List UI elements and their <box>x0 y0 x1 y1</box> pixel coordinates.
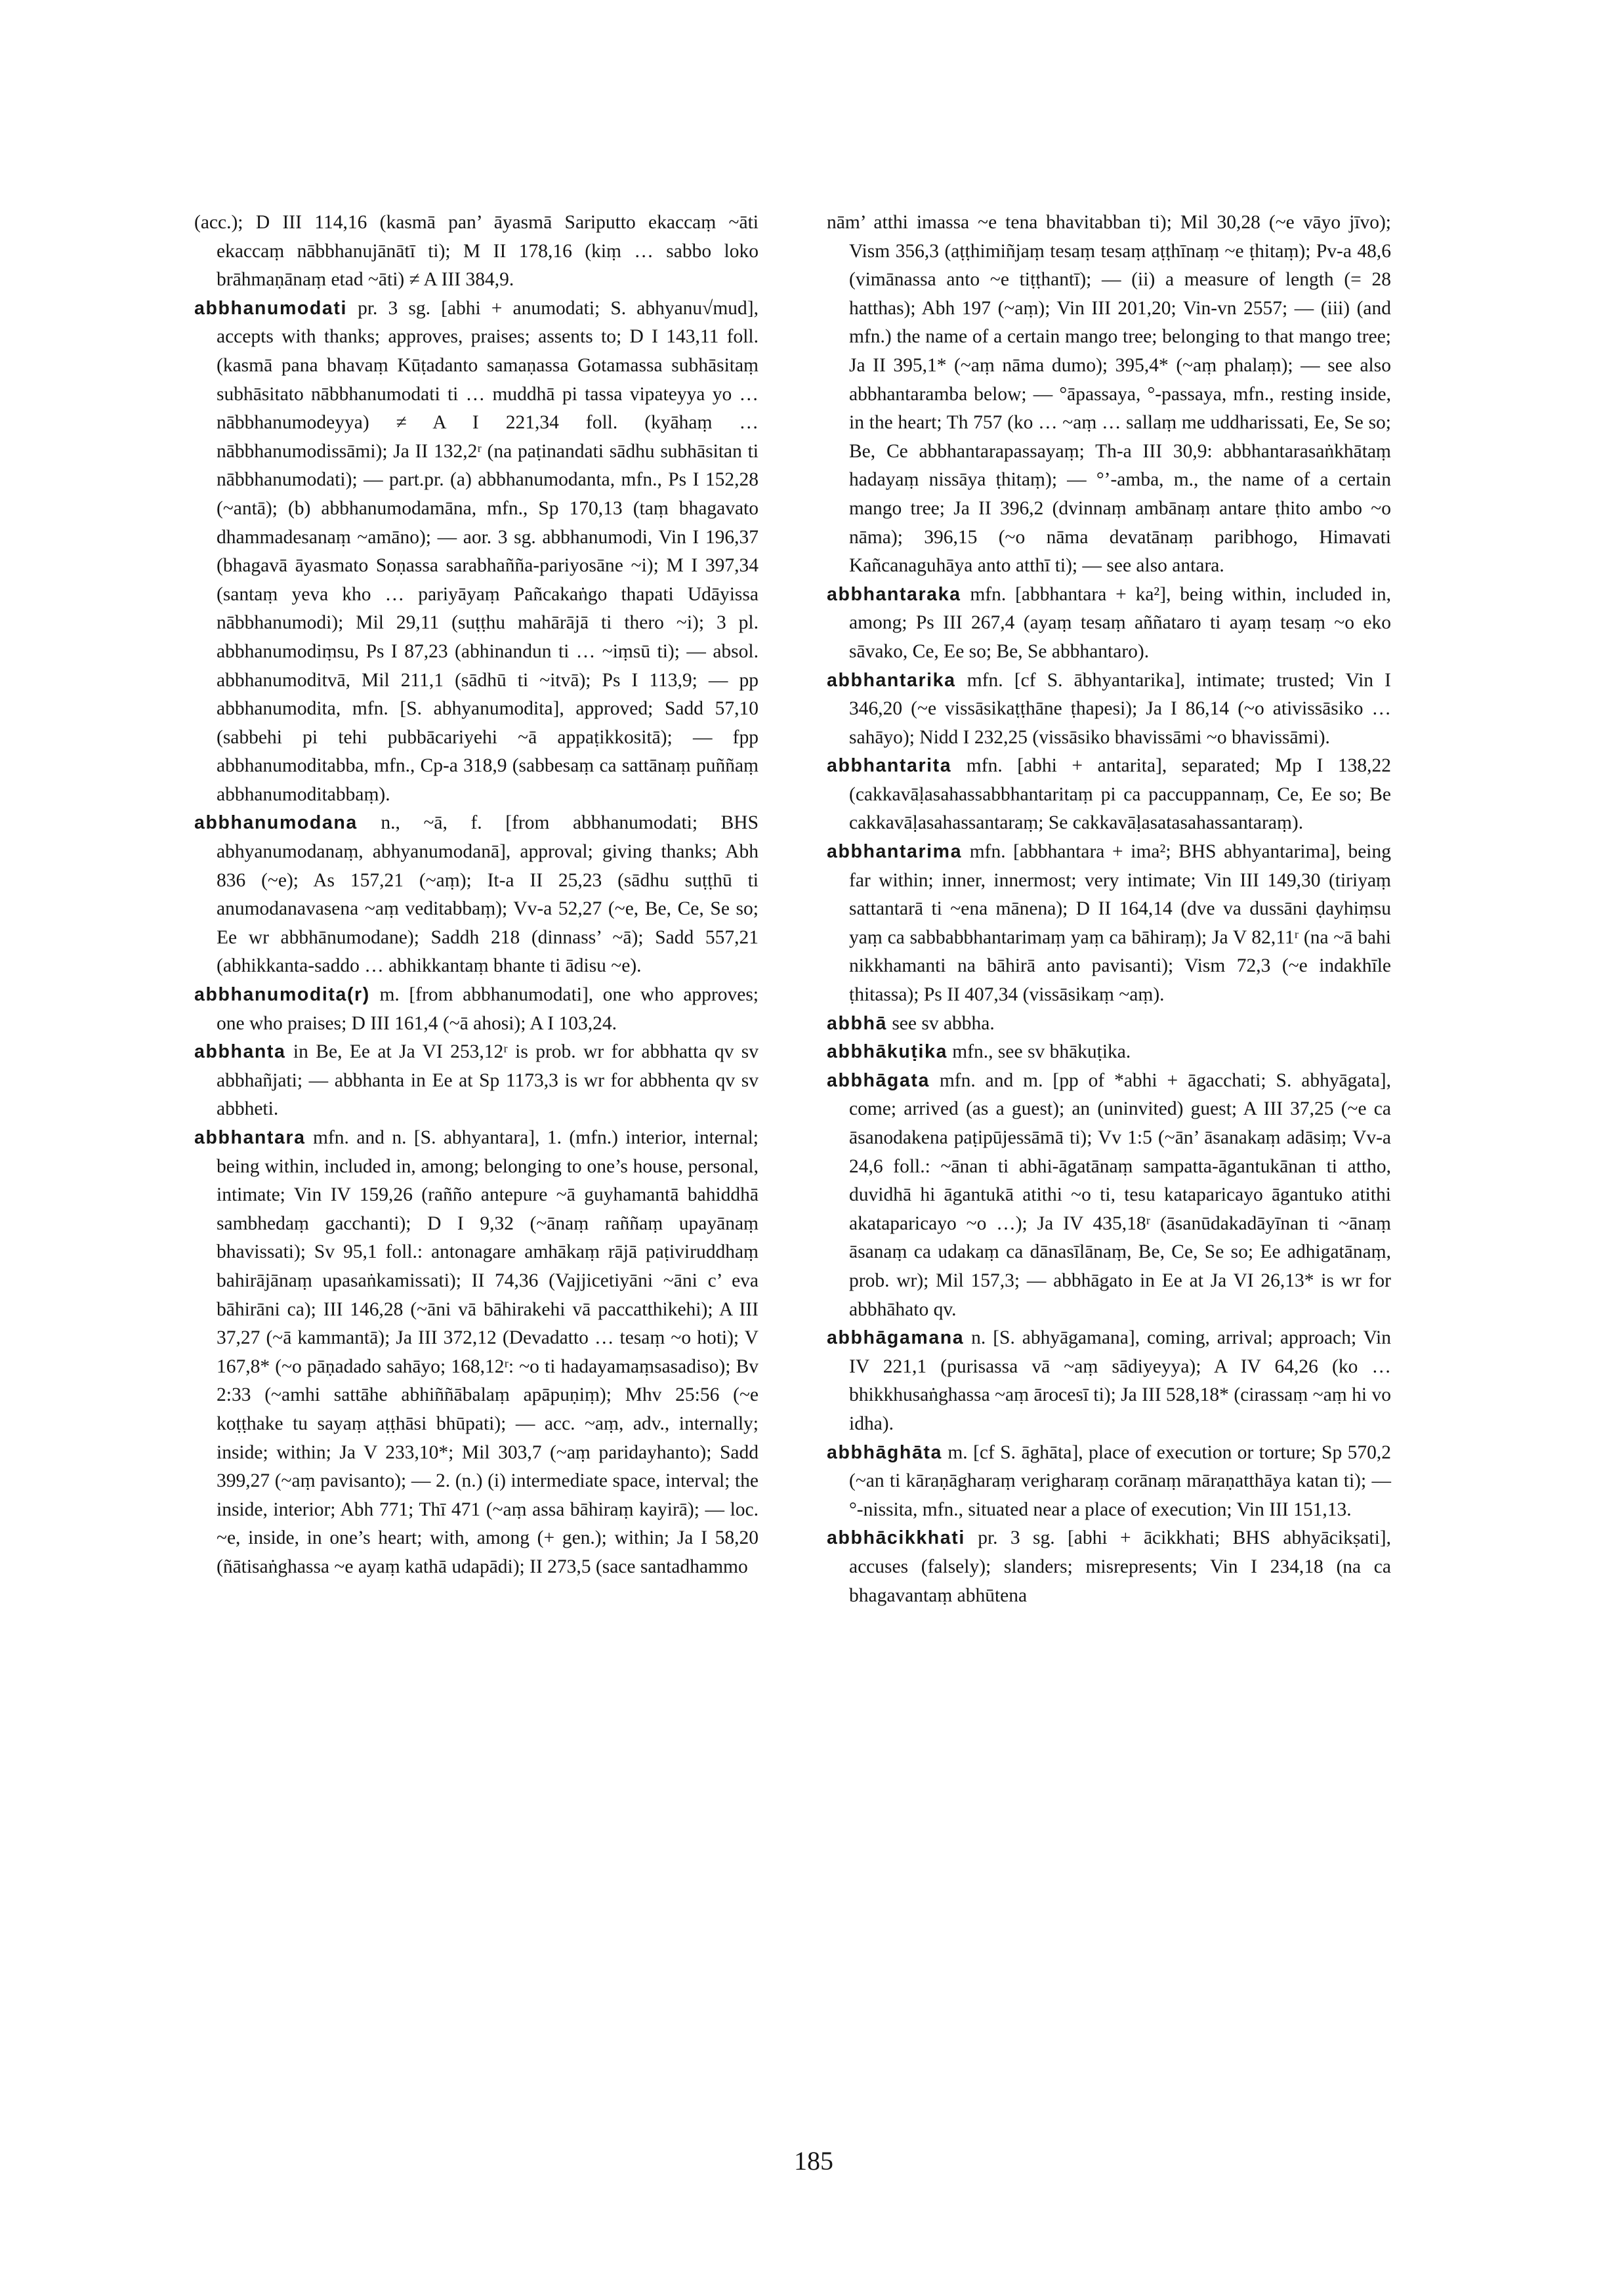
dictionary-entry <box>827 752 1391 838</box>
entry-body: mfn. and m. [pp of *abhi + āgacchati; S. abhyāgata], come; arrived (as a guest); an (uninvited) guest; A III 37,25 (~e ca āsanodakena paṭipūjessāmā ti); Vv 1:5 (~ān’ āsanakaṃ adāsiṃ; Vv-a 24,6 foll.: ~ānan ti abhi-āgatānaṃ sampatta-āgantukānan ti attho, duvidhā hi āgantukā atithi ~o ti, tesu kataparicayo āgantuko atithi akataparicayo ~o …); Ja IV 435,18ʳ (āsanūdakadāyīnan ti ~ānaṃ āsanaṃ ca udakaṃ ca dānasīlānaṃ, Be, Ce, Se so; Ee adhigatānaṃ, prob. wr); Mil 157,3; — abbhāgato in Ee at Ja VI 26,13* is wr for abbhāhato qv. <box>849 1069 1391 1320</box>
dictionary-entry <box>827 1038 1391 1067</box>
dictionary-entry <box>194 295 759 810</box>
entry-headword: abbhāgamana <box>827 1327 965 1349</box>
entry-body: nām’ atthi imassa ~e tena bhavitabban ti); Mil 30,28 (~e vāyo jīvo); Vism 356,3 (aṭṭhimiñjaṃ tesaṃ tesaṃ aṭṭhīnaṃ ~e ṭhitaṃ); Pv-a 48,6 (vimānassa anto ~e tiṭṭhantī); — (ii) a measure of length (= 28 hatthas); Abh 197 (~aṃ); Vin III 201,20; Vin-vn 2557; — (iii) (and mfn.) the name of a certain mango tree; belonging to that mango tree; Ja II 395,1* (~aṃ nāma dumo); 395,4* (~aṃ phalaṃ); — see also abbhantaramba below; — °āpassaya, °-passaya, mfn., resting inside, in the heart; Th 757 (ko … ~aṃ … sallaṃ me uddharissati, Ee, Se so; Be, Ce abbhantarapassayaṃ; Th-a III 30,9: abbhantarasaṅkhātaṃ hadayaṃ nissāya ṭhitaṃ); — °’-amba, m., the name of a certain mango tree; Ja II 396,2 (dvinnaṃ ambānaṃ antare ṭhito ambo ~o nāma); 396,15 (~o nāma devatānaṃ paribhogo, Himavati Kañcanaguhāya anto atthī ti); — see also antara. <box>827 212 1391 577</box>
right-column <box>827 209 1391 1610</box>
dictionary-entry <box>827 1524 1391 1610</box>
entry-body: pr. 3 sg. [abhi + ācikkhati; BHS abhyācikṣati], accuses (falsely); slanders; misrepresents; Vin I 234,18 (na ca bhagavantaṃ abhūtena <box>849 1527 1391 1606</box>
entry-headword: abbhanumodati <box>194 297 347 319</box>
entry-body: pr. 3 sg. [abhi + anumodati; S. abhyanu√mud], accepts with thanks; approves, praises; assents to; D I 143,11 foll. (kasmā pana bhavaṃ Kūṭadanto samaṇassa Gotamassa subhāsitaṃ subhāsitato nābbhanumodati ti … muddhā pi tassa vipateyya yo … nābbhanumodeyya) ≠ A I 221,34 foll. (kyāhaṃ … nābbhanumodissāmi); Ja II 132,2ʳ (na paṭinandati sādhu subhāsitan ti nābbhanumodati); — part.pr. (a) abbhanumodanta, mfn., Ps I 152,28 (~antā); (b) abbhanumodamāna, mfn., Sp 170,13 (taṃ bhagavato dhammadesanaṃ ~amāno); — aor. 3 sg. abbhanumodi, Vin I 196,37 (bhagavā āyasmato Soṇassa sarabhañña-pariyosāne ~i); M I 397,34 (santaṃ yeva kho … pariyāyaṃ Pañcakaṅgo thapati Udāyissa nābbhanumodi); Mil 29,11 (suṭṭhu mahārājā ti thero ~i); 3 pl. abbhanumodiṃsu, Ps I 87,23 (abhinandun ti … ~iṃsū ti); — absol. abbhanumoditvā, Mil 211,1 (sādhū ti ~itvā); Ps I 113,9; — pp abbhanumodita, mfn. [S. abhyanumodita], approved; Sadd 57,10 (sabbehi pi tehi pubbācariyehi ~ā appaṭikkositā); — fpp abbhanumoditabba, mfn., Cp-a 318,9 (sabbesaṃ ca sattānaṃ puññaṃ abbhanumoditabbaṃ). <box>217 297 759 805</box>
dictionary-entry <box>827 581 1391 667</box>
entry-body: mfn. [cf S. ābhyantarika], intimate; trusted; Vin I 346,20 (~e vissāsikaṭṭhāne ṭhapesi); Ja I 86,14 (~o ativissāsiko … sahāyo); Nidd I 232,25 (vissāsiko bhavissāmi ~o bhavissāmi). <box>849 669 1392 748</box>
entry-headword: abbhanumodana <box>194 812 358 834</box>
dictionary-entry <box>827 1439 1391 1525</box>
entry-body: mfn. [abbhantara + ima²; BHS abhyantarima], being far within; inner, innermost; very intimate; Vin III 149,30 (tiriyaṃ sattantarā ti ~ena mānena); D II 164,14 (dve va dussāni ḍayhiṃsu yaṃ ca sabbabbhantarimaṃ yaṃ ca bāhiraṃ); Ja V 82,11ʳ (na ~ā bahi nikkhamanti na bāhirā anto pavisanti); Vism 72,3 (~e indakhīle ṭhitassa); Ps II 407,34 (vissāsikaṃ ~aṃ). <box>849 841 1392 1006</box>
dictionary-entry <box>827 1010 1391 1039</box>
entry-body: mfn., see sv bhākuṭika. <box>952 1041 1131 1063</box>
page-number: 185 <box>794 2146 833 2176</box>
entry-body: in Be, Ee at Ja VI 253,12ʳ is prob. wr for abbhatta qv sv abbhañjati; — abbhanta in Ee at Sp 1173,3 is wr for abbhenta qv sv abbheti. <box>217 1041 759 1120</box>
entry-body: m. [cf S. āghāta], place of execution or torture; Sp 570,2 (~an ti kāraṇāgharaṃ verigharaṃ corānaṃ māraṇatthāya katan ti); — °-nissita, mfn., situated near a place of execution; Vin III 151,13. <box>849 1441 1391 1520</box>
dictionary-entry <box>194 809 759 981</box>
entry-body: mfn. [abbhantara + ka²], being within, included in, among; Ps III 267,4 (ayaṃ tesaṃ aññataro ti ayaṃ tesaṃ ~o eko sāvako, Ce, Ee so; Be, Se abbhantaro). <box>849 583 1391 662</box>
entry-headword: abbhākuṭika <box>827 1041 947 1063</box>
entry-headword: abbhanumodita(r) <box>194 984 370 1006</box>
entry-headword: abbhācikkhati <box>827 1527 965 1549</box>
entry-headword: abbhāghāta <box>827 1441 942 1463</box>
entry-body: n., ~ā, f. [from abbhanumodati; BHS abhyanumodanaṃ, abhyanumodanā], approval; giving thanks; Abh 836 (~e); As 157,21 (~aṃ); It-a II 25,23 (sādhu suṭṭhū ti anumodanavasena ~aṃ veditabbaṃ); Vv-a 52,27 (~e, Be, Ce, Se so; Ee wr abbhānumodane); Saddh 218 (dinnass’ ~ā); Sadd 557,21 (abhikkanta-saddo … abhikkantaṃ bhante ti ādisu ~e). <box>217 812 759 977</box>
entry-headword: abbhantara <box>194 1127 306 1148</box>
left-column <box>194 209 759 1582</box>
entry-body: mfn. and n. [S. abhyantara], 1. (mfn.) interior, internal; being within, included in, among; belonging to one’s house, personal, intimate; Vin IV 159,26 (rañño antepure ~ā guyhamantā bahiddhā sambhedaṃ gacchanti); D I 9,32 (~ānaṃ raññaṃ upayānaṃ bhavissati); Sv 95,1 foll.: antonagare amhākaṃ rājā paṭiviruddhaṃ bahirājānaṃ upasaṅkamissati); II 74,36 (Vajjicetiyāni ~āni c’ eva bāhirāni ca); III 146,28 (~āni vā bāhirakehi vā paccatthikehi); A III 37,27 (~ā kammantā); Ja III 372,12 (Devadatto … tesaṃ ~o hoti); V 167,8* (~o pāṇadado sahāyo; 168,12ʳ: ~o ti hadayamaṃsasadiso); Bv 2:33 (~amhi sattāhe abhiññābalaṃ apāpuṇiṃ); Mhv 25:56 (~e koṭṭhake tu sayaṃ aṭṭhāsi bhūpati); — acc. ~aṃ, adv., internally; inside; within; Ja V 233,10*; Mil 303,7 (~aṃ paridayhanto); Sadd 399,27 (~aṃ pavisanto); — 2. (n.) (i) intermediate space, interval; the inside, interior; Abh 771; Thī 471 (~aṃ assa bāhiraṃ kayirā); — loc. ~e, inside, in one’s heart; with, among (+ gen.); within; Ja I 58,20 (ñātisaṅghassa ~e ayaṃ kathā udapādi); II 273,5 (sace santadhammo <box>217 1127 759 1577</box>
dictionary-entry <box>194 1038 759 1124</box>
dictionary-entry <box>827 1324 1391 1438</box>
entry-headword: abbhā <box>827 1012 887 1034</box>
entry-headword: abbhantarita <box>827 755 952 777</box>
entry-body: (acc.); D III 114,16 (kasmā pan’ āyasmā Sariputto ekaccaṃ ~āti ekaccaṃ nābbhanujānātī ti); M II 178,16 (kiṃ … sabbo loko brāhmaṇānaṃ etad ~āti) ≠ A III 384,9. <box>194 212 759 291</box>
dictionary-entry <box>827 838 1391 1010</box>
entry-body: m. [from abbhanumodati], one who approves; one who praises; D III 161,4 (~ā ahosi); A I 103,24. <box>217 984 759 1034</box>
entry-headword: abbhantaraka <box>827 583 961 605</box>
dictionary-entry <box>194 1124 759 1582</box>
dictionary-entry <box>194 209 759 295</box>
entry-headword: abbhāgata <box>827 1069 930 1091</box>
dictionary-entry <box>827 209 1391 581</box>
entry-headword: abbhanta <box>194 1041 286 1063</box>
dictionary-entry <box>194 981 759 1038</box>
dictionary-entry <box>827 667 1391 753</box>
dictionary-entry <box>827 1067 1391 1324</box>
entry-body: mfn. [abhi + antarita], separated; Mp I 138,22 (cakkavāḷasahassabbhantaritaṃ pi ca paccuppannaṃ, Ce, Ee so; Be cakkavāḷasahassantaraṃ; Se cakkavāḷasatasahassantaraṃ). <box>849 755 1391 834</box>
entry-body: n. [S. abhyāgamana], coming, arrival; approach; Vin IV 221,1 (purisassa vā ~aṃ sādiyeyya); A IV 64,26 (ko … bhikkhusaṅghassa ~aṃ ārocesī ti); Ja III 528,18* (cirassaṃ ~aṃ hi vo idha). <box>849 1327 1392 1434</box>
entry-headword: abbhantarima <box>827 841 963 863</box>
entry-body: see sv abbha. <box>892 1012 995 1034</box>
entry-headword: abbhantarika <box>827 669 956 691</box>
